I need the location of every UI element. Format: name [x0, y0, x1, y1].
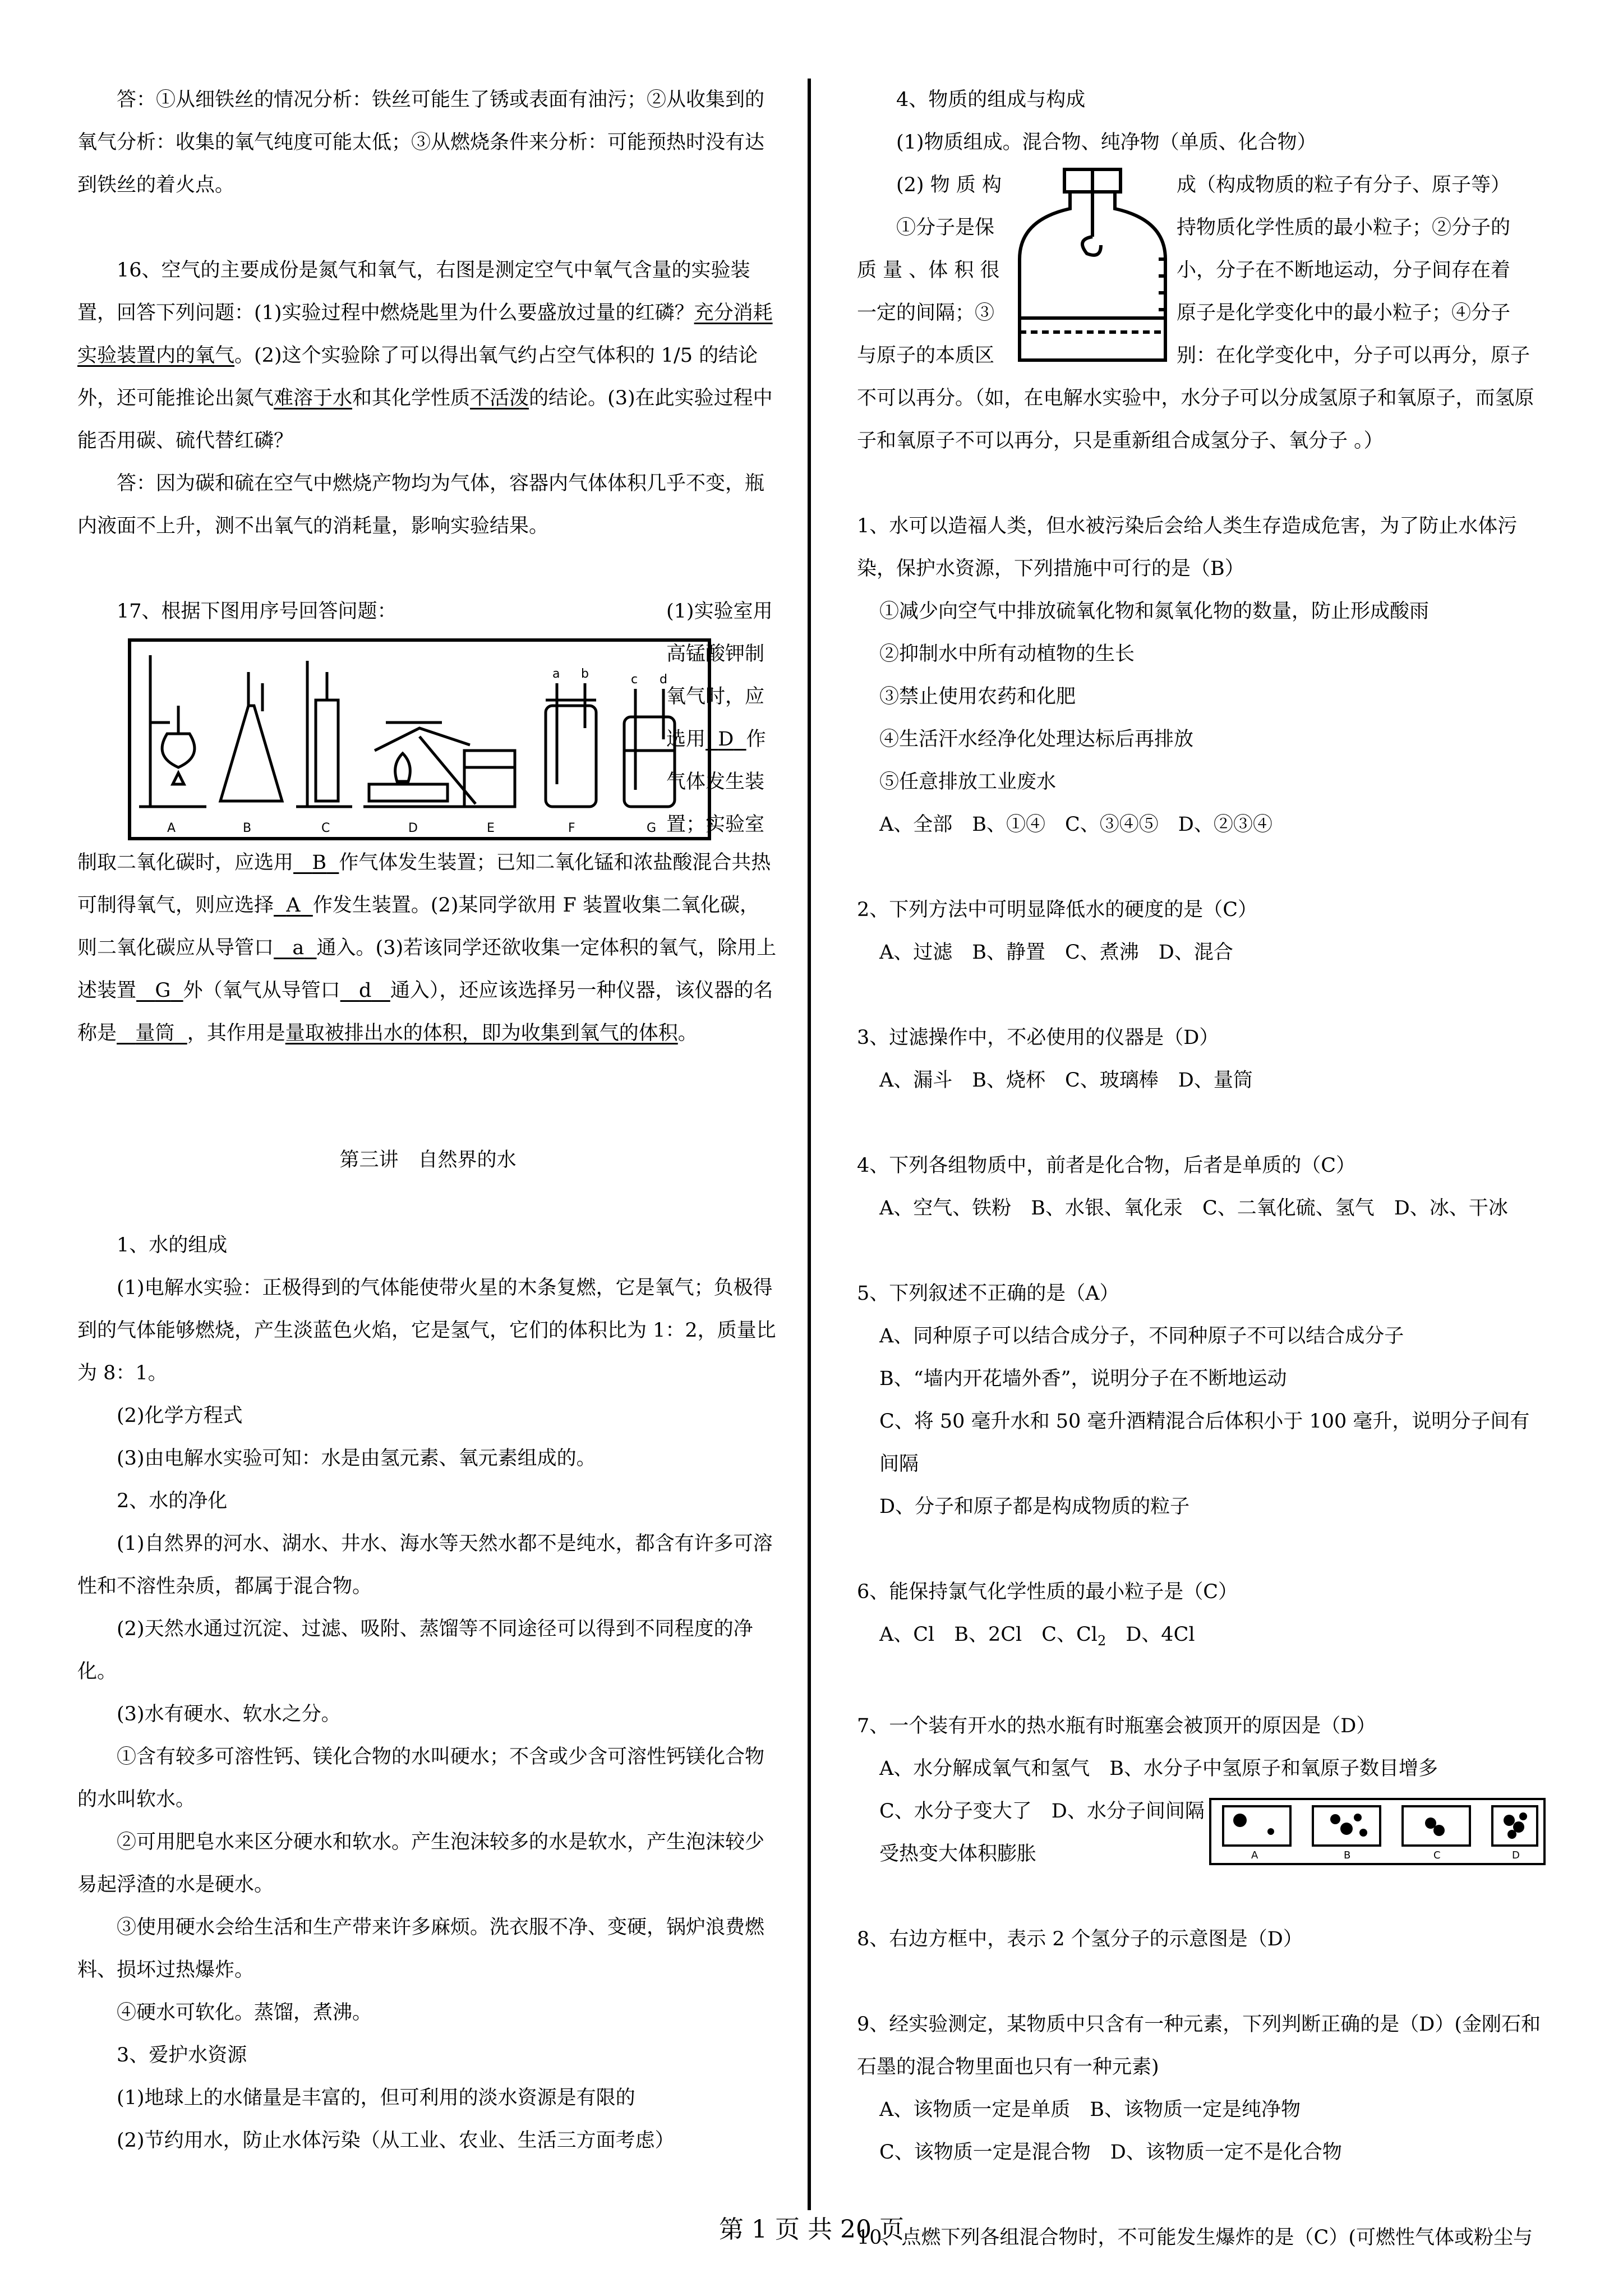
answer-blank: 量筒	[135, 1022, 175, 1045]
fig-label-D: D	[408, 821, 418, 835]
molecule-label-D: D	[1512, 1849, 1520, 1861]
option: ⑤任意排放工业废水	[879, 771, 1057, 793]
section-title: 第三讲 自然界的水	[339, 1149, 517, 1171]
fig-label-a: a	[552, 667, 560, 681]
option: ①减少向空气中排放硫氧化物和氮氧化物的数量，防止形成酸雨	[879, 600, 1430, 623]
water-item: 1、水的组成	[117, 1234, 228, 1257]
molecule-label-A: A	[1251, 1849, 1258, 1861]
question-17-side-text: (1)实验室用 高锰酸钾制 氧气时，应 选用 D 作 气体发生装 置；实验室	[666, 600, 773, 836]
question-8: 8、右边方框中，表示 2 个氢分子的示意图是（D）	[857, 1928, 1303, 1950]
option: C、该物质一定是混合物 D、该物质一定不是化合物	[879, 2141, 1342, 2164]
molecule-label-C: C	[1433, 1849, 1441, 1861]
answer-blank: G	[155, 979, 171, 1002]
option: ③禁止使用农药和化肥	[879, 685, 1076, 708]
choices: A、全部 B、①④ C、③④⑤ D、②③④	[879, 813, 1272, 836]
water-item: (3)水有硬水、软水之分。	[117, 1703, 341, 1726]
option: 受热变大体积膨胀	[879, 1843, 1037, 1865]
question-2: 2、下列方法中可明显降低水的硬度的是（C）	[857, 899, 1258, 921]
question-16-answer: 答：因为碳和硫在空气中燃烧产物均为气体，容器内气体体积几乎不变，瓶内液面不上升，测不出氧气的消耗量，影响实验结果。	[77, 472, 765, 537]
fig-label-G: G	[647, 821, 657, 835]
molecule-label-B: B	[1344, 1849, 1351, 1861]
option: B、“墙内开花墙外香”，说明分子在不断地运动	[879, 1368, 1287, 1390]
water-item: ③使用硬水会给生活和生产带来许多麻烦。洗衣服不净、变硬，锅炉浪费燃料、损坏过热爆炸。	[77, 1916, 765, 1981]
question-4: 4、下列各组物质中，前者是化合物，后者是单质的（C）	[857, 1154, 1356, 1177]
question-16: 16、空气的主要成份是氮气和氧气，右图是测定空气中氧气含量的实验装置，回答下列问题：(1)实验过程中燃烧匙里为什么要盛放过量的红磷？充分消耗实验装置内的氧气。(2)这个实验除了可以得出氧气约占空气体积的 1/5 的结论外，还可能推论出氮气难溶于水和其化学性质不活泼的结论。(3)在此实验过程中能否用碳、硫代替红磷？	[77, 259, 773, 452]
water-item: 3、爱护水资源	[117, 2044, 247, 2067]
fig-label-A: A	[167, 821, 176, 835]
fig-label-E: E	[487, 821, 495, 835]
text-line: 不可以再分。（如，在电解水实验中，水分子可以分成氢原子和氧原子，而氢原子和氧原子不可以再分，只是重新组合成氢分子、氧分子 。）	[857, 387, 1534, 452]
water-item: (2)化学方程式	[117, 1405, 243, 1427]
fig-label-F: F	[568, 821, 575, 835]
left-column	[77, 79, 778, 2162]
water-item: (2)天然水通过沉淀、过滤、吸附、蒸馏等不同途径可以得到不同程度的净化。	[77, 1618, 753, 1683]
right-column	[857, 79, 1547, 2259]
structure-block: (2) 物 质 构 ①分子是保 质 量 、体 积 很 一定的间隔；③ 与原子的本质区 成（构成物质的粒子有分子、原子等） 持物质化学性质的最小粒子；②分子的 小，分子在不断地运动，分子间存在着 原子是化学变化中的最小粒子；④分子 别：在化学变化中，分子可以再分，原子	[857, 164, 1547, 420]
answer-paragraph: 答：①从细铁丝的情况分析：铁丝可能生了锈或表面有油污；②从收集到的氧气分析：收集的氧气纯度可能太低；③从燃烧条件来分析：可能预热时没有达到铁丝的着火点。	[77, 89, 765, 196]
option: A、同种原子可以结合成分子，不同种原子不可以结合成分子	[879, 1325, 1404, 1347]
choices: A、过滤 B、静置 C、煮沸 D、混合	[879, 941, 1233, 964]
lab-apparatus-figure	[128, 638, 711, 840]
question-7: 7、一个装有开水的热水瓶有时瓶塞会被顶开的原因是（D）	[857, 1715, 1376, 1737]
question-7-figure-row	[857, 1790, 1547, 1875]
question-10: 10、点燃下列各组混合物时，不可能发生爆炸的是（C）(可燃性气体或粉尘与	[857, 2226, 1533, 2249]
water-item: ②可用肥皂水来区分硬水和软水。产生泡沫较多的水是软水，产生泡沫较少易起浮渣的水是硬水。	[77, 1831, 765, 1896]
choices: A、漏斗 B、烧杯 C、玻璃棒 D、量筒	[879, 1069, 1253, 1092]
molecule-diagram	[1209, 1798, 1546, 1865]
option: ②抑制水中所有动植物的生长	[879, 643, 1135, 665]
question-9: 9、经实验测定，某物质中只含有一种元素，下列判断正确的是（D）(金刚石和石墨的混合物里面也只有一种元素)	[857, 2013, 1541, 2078]
water-item: ①含有较多可溶性钙、镁化合物的水叫硬水；不含或少含可溶性钙镁化合物的水叫软水。	[77, 1746, 765, 1811]
water-item: (3)由电解水实验可知：水是由氢元素、氧元素组成的。	[117, 1447, 596, 1470]
option: ④生活汗水经净化处理达标后再排放	[879, 728, 1194, 751]
fig-label-d: d	[660, 673, 667, 687]
section-heading: 4、物质的组成与构成	[896, 89, 1086, 111]
water-item: (2)节约用水，防止水体污染（从工业、农业、生活三方面考虑）	[117, 2129, 675, 2152]
answer-blank: a	[292, 937, 305, 959]
page-footer: 第 1 页 共 20 页	[719, 2215, 904, 2244]
water-item: 2、水的净化	[117, 1490, 228, 1512]
question-5: 5、下列叙述不正确的是（A）	[857, 1282, 1119, 1305]
fig-label-B: B	[243, 821, 252, 835]
option: A、该物质一定是单质 B、该物质一定是纯净物	[879, 2099, 1301, 2121]
question-6: 6、能保持氯气化学性质的最小粒子是（C）	[857, 1581, 1238, 1603]
answer-blank: D	[718, 728, 734, 751]
water-item: (1)电解水实验：正极得到的气体能使带火星的木条复燃，它是氧气；负极得到的气体能够燃烧，产生淡蓝色火焰，它是氢气，它们的体积比为 1：2，质量比为 8：1。	[77, 1277, 776, 1384]
answer-blank: B	[312, 852, 327, 874]
question-17-body: 制取二氧化碳时，应选用 B 作气体发生装置；已知二氧化锰和浓盐酸混合共热可制得氧气，则应选择 A 作发生装置。(2)某同学欲用 F 装置收集二氧化碳，则二氧化碳应从导管口 a 通入。(3)若该同学还欲收集一定体积的氧气，除用上述装置 G 外（氧气从导管口 d 通入），还应该选择另一种仪器，该仪器的名称是 量筒 ，其作用是量取被排出水的体积，即为收集到氧气的体积。	[77, 852, 777, 1045]
question-1: 1、水可以造福人类，但水被污染后会给人类生存造成危害，为了防止水体污染，保护水资源，下列措施中可行的是（B）	[857, 515, 1518, 580]
text-line: (1)物质组成。混合物、纯净物（单质、化合物）	[896, 131, 1317, 154]
answer-blank: d	[359, 979, 372, 1002]
fig-label-C: C	[321, 821, 330, 835]
answer-blank: 量取被排出水的体积，即为收集到氧气的体积	[285, 1022, 678, 1045]
water-item: (1)地球上的水储量是丰富的，但可利用的淡水资源是有限的	[117, 2087, 635, 2109]
choices: A、空气、铁粉 B、水银、氧化汞 C、二氧化硫、氢气 D、冰、干冰	[879, 1197, 1508, 1220]
fig-label-b: b	[581, 667, 589, 681]
answer-blank: A	[286, 894, 301, 917]
bottle-apparatus-figure	[1008, 164, 1177, 374]
option: C、将 50 毫升水和 50 毫升酒精混合后体积小于 100 毫升，说明分子间有间隔	[879, 1410, 1530, 1475]
question-3: 3、过滤操作中，不必使用的仪器是（D）	[857, 1027, 1219, 1049]
fig-label-c: c	[631, 673, 638, 687]
answer-blank: 充分消耗实验装置内的氧气	[77, 302, 773, 367]
choices: A、Cl B、2Cl C、$Cl_2$ D、4Cl	[879, 1623, 1195, 1649]
answer-blank: 难溶于水	[274, 387, 353, 409]
column-divider	[808, 79, 811, 2210]
option: C、水分子变大了 D、水分子间间隔	[879, 1800, 1205, 1823]
option: D、分子和原子都是构成物质的粒子	[879, 1496, 1190, 1518]
answer-blank: 不活泼	[470, 387, 529, 409]
water-item: ④硬水可软化。蒸馏，煮沸。	[117, 2001, 372, 2024]
water-item: (1)自然界的河水、湖水、井水、海水等天然水都不是纯水，都含有许多可溶性和不溶性杂质，都属于混合物。	[77, 1533, 773, 1598]
option: A、水分解成氧气和氢气 B、水分子中氢原子和氧原子数目增多	[879, 1757, 1438, 1780]
question-17-title: 17、根据下图用序号回答问题：	[117, 600, 397, 623]
